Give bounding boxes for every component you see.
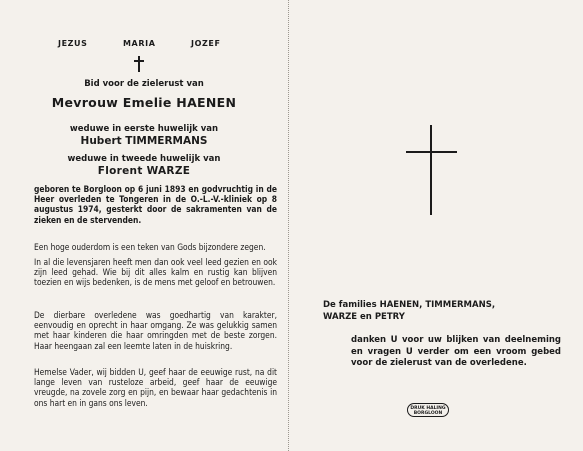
printer-line-2: BORGLOON: [413, 411, 443, 416]
prayer-request: Bid voor de zielerust van: [84, 79, 204, 89]
biography: geboren te Borgloon op 6 juni 1893 en godvruchtig in de Heer overleden te Tongeren in de O.-L.-V.-kliniek op 8 augustus 1974, gesterkt door de sakramenten van de zieken en de stervenden.: [34, 184, 277, 225]
left-panel: [0, 0, 288, 451]
families-line-2: WARZE en PETRY: [323, 312, 405, 322]
thanks-text: danken U voor uw blijken van deelneming en vragen U verder om een vroom gebed voor de zielerust van de overledene.: [351, 335, 561, 368]
right-panel: [290, 0, 583, 451]
printer-line-1: DRUK HALING: [410, 406, 446, 411]
second-husband: Florent WARZE: [97, 165, 191, 177]
verse-4: Hemelse Vader, wij bidden U, geef haar de eeuwige rust, na dit lange leven van rusteloze arbeid, geef haar de eeuwige vreugde, na zovele zorg en pijn, en bewaar haar gedachtenis in ons hart en in gans ons leven.: [34, 367, 277, 408]
families-line-1: De families HAENEN, TIMMERMANS,: [323, 300, 496, 310]
fold-line: [288, 0, 289, 451]
printer-stamp: [407, 403, 449, 417]
invocation-maria: MARIA: [123, 39, 156, 48]
deceased-name: Mevrouw Emelie HAENEN: [51, 95, 237, 110]
large-cross-icon: [400, 125, 460, 215]
second-marriage-label: weduwe in tweede huwelijk van: [67, 154, 221, 164]
invocation-jezus: JEZUS: [58, 39, 88, 48]
first-husband: Hubert TIMMERMANS: [80, 135, 208, 147]
verse-3: De dierbare overledene was goedhartig van karakter, eenvoudig en oprecht in haar omgang. Ze was gelukkig samen met haar kinderen die haar omringden met de beste zorgen. Haar heengaan zal een leemte laten in de huiskring.: [34, 310, 277, 351]
first-marriage-label: weduwe in eerste huwelijk van: [69, 124, 219, 134]
invocation-jozef: JOZEF: [191, 39, 221, 48]
cross-icon: [133, 56, 147, 72]
verse-2: In al die levensjaren heeft men dan ook veel leed gezien en ook zijn leed gehad. Wie bij dit alles kalm en rustig kan blijven toezien en wijs bedenken, is de mens met geloof en betrouwen.: [34, 257, 277, 288]
verse-1: Een hoge ouderdom is een teken van Gods bijzondere zegen.: [34, 242, 266, 252]
